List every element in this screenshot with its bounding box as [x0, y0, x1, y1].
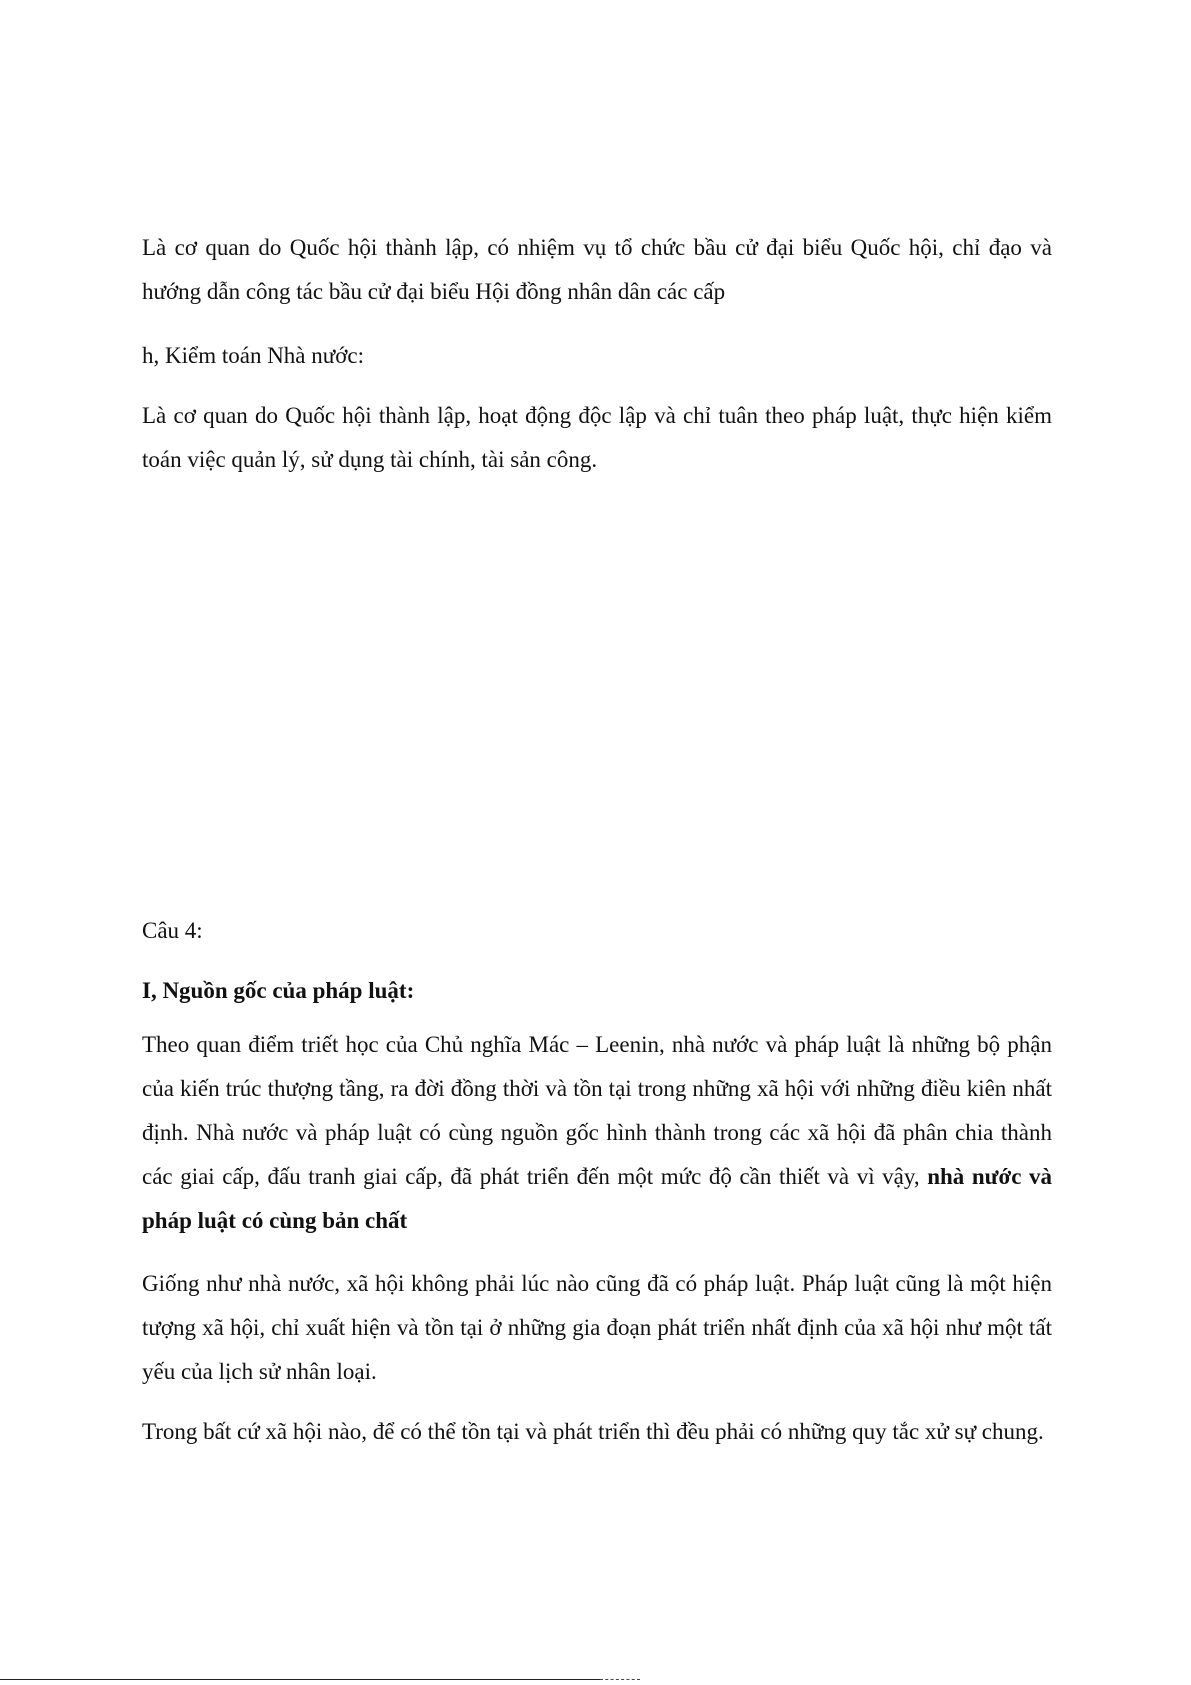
- section-heading-state-audit: [142, 334, 1052, 378]
- paragraph-text: Trong bất cứ xã hội nào, để có thể tồn tại và phát triển thì đều phải có những quy tắc xử sự chung.: [142, 1419, 1044, 1444]
- paragraph-text: Theo quan điểm triết học của Chủ nghĩa Mác – Leenin, nhà nước và pháp luật là những bộ phận của kiến trúc thượng tầng, ra đời đồng thời và tồn tại trong những xã hội với những điều kiên nhất định. Nhà nước và pháp luật có cùng nguồn gốc hình thành trong các xã hội đã phân chia thành các giai cấp, đấu tranh giai cấp, đã phát triển đến một mức độ cần thiết và vì vậy,: [142, 1032, 1052, 1189]
- paragraph-election-council: [142, 226, 1052, 314]
- footer-divider: [0, 1679, 600, 1680]
- question-text: Câu 4:: [142, 918, 203, 943]
- paragraph-text: Là cơ quan do Quốc hội thành lập, hoạt động độc lập và chỉ tuân theo pháp luật, thực hiện kiểm toán việc quản lý, sử dụng tài chính, tài sản công.: [142, 403, 1052, 472]
- question-label: [142, 909, 1052, 953]
- paragraph-state-audit: [142, 394, 1052, 482]
- footer-divider-dashed: [600, 1679, 640, 1680]
- heading-text: I, Nguồn gốc của pháp luật:: [142, 978, 415, 1003]
- paragraph-bold-conclusion: nhà nước và pháp luật có cùng bản chất: [142, 1164, 1052, 1233]
- paragraph-law-social-phenomenon: [142, 1262, 1052, 1394]
- paragraph-marxist-view: [142, 1023, 1052, 1243]
- paragraph-common-rules: [142, 1410, 1052, 1454]
- paragraph-text: Là cơ quan do Quốc hội thành lập, có nhiệm vụ tổ chức bầu cử đại biểu Quốc hội, chỉ đạo và hướng dẫn công tác bầu cử đại biểu Hội đồng nhân dân các cấp: [142, 235, 1052, 304]
- section-heading-origin-of-law: [142, 969, 1052, 1013]
- heading-text: h, Kiểm toán Nhà nước:: [142, 343, 364, 368]
- paragraph-text: Giống như nhà nước, xã hội không phải lúc nào cũng đã có pháp luật. Pháp luật cũng là một hiện tượng xã hội, chỉ xuất hiện và tồn tại ở những gia đoạn phát triển nhất định của xã hội như một tất yếu của lịch sử nhân loại.: [142, 1271, 1052, 1384]
